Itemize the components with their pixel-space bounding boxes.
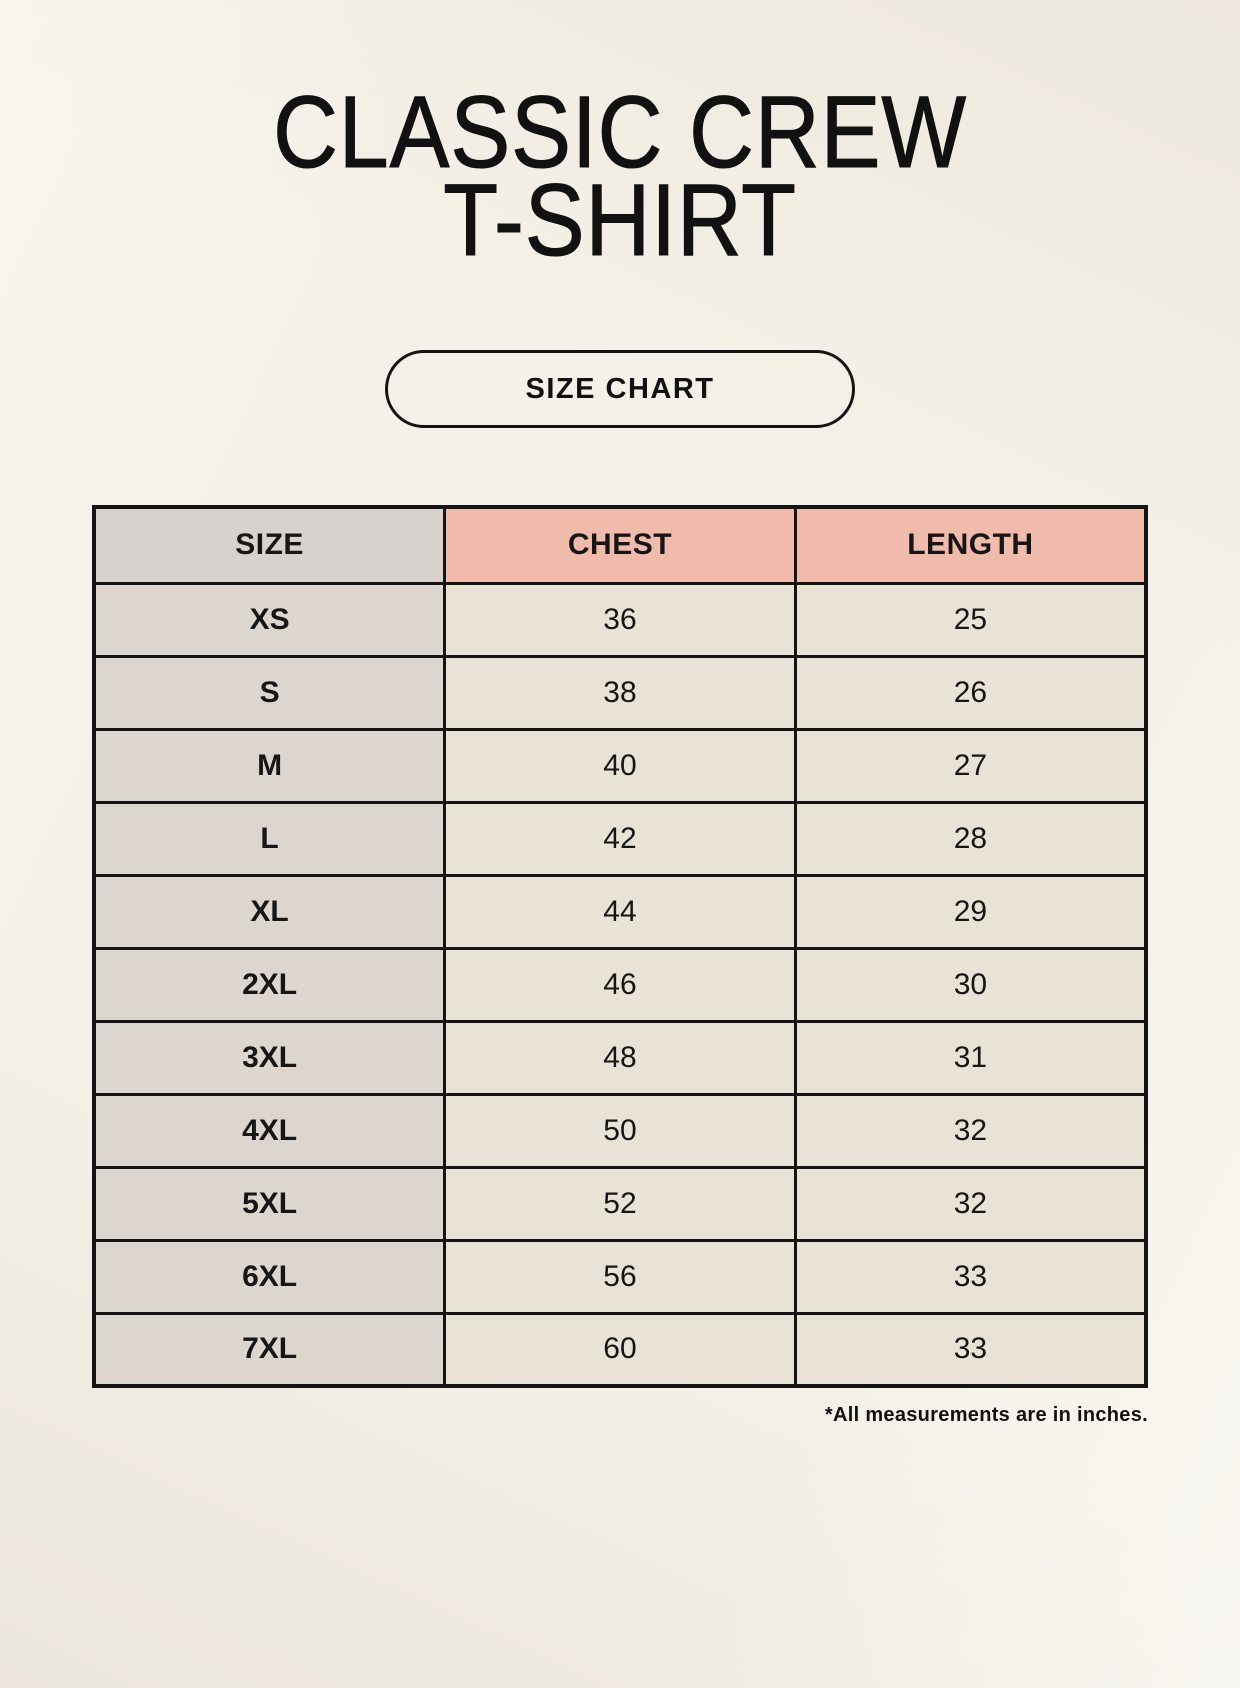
size-cell: 4XL	[94, 1094, 445, 1167]
column-header-size: SIZE	[94, 507, 445, 583]
size-cell: 6XL	[94, 1240, 445, 1313]
table-row	[94, 1240, 1146, 1313]
chest-cell: 44	[445, 875, 796, 948]
table-row	[94, 1021, 1146, 1094]
chest-cell: 38	[445, 656, 796, 729]
size-chart-table-container	[92, 505, 1148, 1388]
table-row	[94, 656, 1146, 729]
title-line-2: T-SHIRT	[443, 163, 797, 277]
chest-cell: 60	[445, 1313, 796, 1386]
chest-cell: 36	[445, 583, 796, 656]
length-cell: 32	[795, 1167, 1146, 1240]
column-header-chest: CHEST	[445, 507, 796, 583]
size-cell: XS	[94, 583, 445, 656]
size-cell: M	[94, 729, 445, 802]
table-row	[94, 948, 1146, 1021]
chest-cell: 50	[445, 1094, 796, 1167]
page-title	[74, 75, 1165, 277]
length-cell: 25	[795, 583, 1146, 656]
table-row	[94, 802, 1146, 875]
size-cell: 3XL	[94, 1021, 445, 1094]
size-table	[92, 505, 1148, 1388]
table-row	[94, 875, 1146, 948]
table-header-row	[94, 507, 1146, 583]
table-row	[94, 1313, 1146, 1386]
length-cell: 29	[795, 875, 1146, 948]
size-cell: 5XL	[94, 1167, 445, 1240]
chest-cell: 56	[445, 1240, 796, 1313]
size-chart-button[interactable]: SIZE CHART	[385, 350, 855, 428]
size-table-body	[94, 583, 1146, 1386]
size-cell: XL	[94, 875, 445, 948]
table-row	[94, 583, 1146, 656]
measurements-note: *All measurements are in inches.	[824, 1404, 1148, 1426]
length-cell: 33	[795, 1240, 1146, 1313]
length-cell: 28	[795, 802, 1146, 875]
size-cell: S	[94, 656, 445, 729]
size-cell: 7XL	[94, 1313, 445, 1386]
size-table-header	[94, 507, 1146, 583]
size-cell: 2XL	[94, 948, 445, 1021]
table-row	[94, 729, 1146, 802]
chest-cell: 46	[445, 948, 796, 1021]
table-row	[94, 1094, 1146, 1167]
column-header-length: LENGTH	[795, 507, 1146, 583]
chest-cell: 40	[445, 729, 796, 802]
length-cell: 27	[795, 729, 1146, 802]
length-cell: 32	[795, 1094, 1146, 1167]
chest-cell: 52	[445, 1167, 796, 1240]
table-row	[94, 1167, 1146, 1240]
length-cell: 33	[795, 1313, 1146, 1386]
chest-cell: 42	[445, 802, 796, 875]
length-cell: 26	[795, 656, 1146, 729]
chest-cell: 48	[445, 1021, 796, 1094]
length-cell: 30	[795, 948, 1146, 1021]
length-cell: 31	[795, 1021, 1146, 1094]
title-line-1: CLASSIC CREW	[273, 75, 967, 189]
size-cell: L	[94, 802, 445, 875]
